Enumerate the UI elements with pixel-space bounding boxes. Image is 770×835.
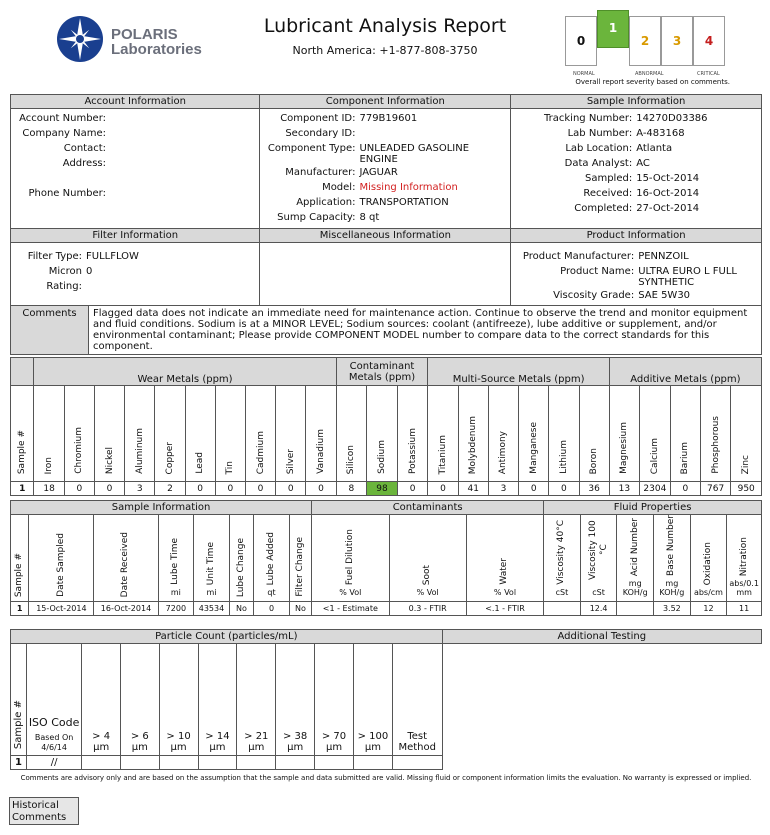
metals-table	[10, 357, 762, 496]
particle-col-70	[315, 644, 354, 756]
metals-col-silicon	[336, 386, 367, 482]
sample-col-oxidation	[690, 515, 727, 602]
micron-rating-row	[14, 264, 256, 294]
sample-value-base-number: 3.52	[654, 602, 691, 616]
product-manufacturer-row	[514, 245, 758, 264]
contaminant-metals-header: Contaminant Metals (ppm)	[336, 358, 428, 386]
particle-row-6	[120, 756, 159, 770]
severity-0-label: 0	[576, 34, 586, 48]
severity-3	[661, 16, 693, 66]
metals-col-label: Vanadium	[315, 429, 326, 474]
component-id-row	[263, 111, 507, 126]
metals-col-barium	[670, 386, 700, 482]
metals-value-silver: 0	[276, 482, 306, 496]
metals-col-label: Tin	[225, 460, 236, 474]
particle-col-100-label: > 100 µm	[357, 731, 389, 753]
metals-col-label: Magnesium	[619, 422, 630, 474]
phone-number: North America: +1-877-808-3750	[292, 44, 478, 57]
particle-row-method	[392, 756, 442, 770]
metals-col-label: Manganese	[528, 422, 539, 474]
severity-scale	[565, 16, 725, 77]
metals-col-silver	[276, 386, 306, 482]
sample-col-label: Date Received	[120, 531, 131, 597]
sample-col-unit: cSt	[592, 588, 605, 597]
application-label: Application:	[296, 197, 356, 208]
sample-col-date-received	[94, 515, 158, 602]
misc-info	[260, 243, 511, 306]
sample-col-label: Unit Time	[205, 541, 216, 585]
additional-testing-header: Additional Testing	[442, 630, 761, 644]
sample-col-unit: % Vol	[493, 588, 517, 597]
particle-test-method-label: Test Method	[398, 731, 436, 753]
filter-type-row	[14, 245, 256, 264]
sample-col-unit-time	[194, 515, 230, 602]
sample-header: Sample Information	[511, 95, 762, 109]
metals-col-copper	[155, 386, 185, 482]
sample-col-soot	[389, 515, 466, 602]
brand-line-1: POLARIS	[111, 26, 178, 43]
metals-col-cadmium	[245, 386, 275, 482]
particle-col-21-label: > 21 µm	[244, 731, 269, 753]
manufacturer-row	[263, 165, 507, 180]
sample-col-acid-number	[617, 515, 654, 602]
viscosity-grade-value: SAE 5W30	[638, 290, 691, 301]
product-manufacturer-label: Product Manufacturer:	[522, 251, 635, 262]
received-row	[514, 186, 758, 201]
company-name-row	[14, 126, 256, 141]
completed-value: 27-Oct-2014	[636, 203, 700, 214]
sample-value-date-received: 16-Oct-2014	[94, 602, 158, 616]
particle-sample-col	[11, 644, 27, 756]
data-analyst-row	[514, 156, 758, 171]
sample-value-date-sampled: 15-Oct-2014	[29, 602, 94, 616]
metals-col-label: Boron	[589, 447, 600, 474]
sampled-label: Sampled:	[584, 173, 633, 184]
metals-col-molybdenum	[458, 386, 488, 482]
metals-value-titanium: 0	[428, 482, 458, 496]
sample-value-fuel-dilution: <1 - Estimate	[312, 602, 389, 616]
metals-value-lead: 0	[185, 482, 215, 496]
metals-col-label: Copper	[164, 441, 175, 474]
sample-value-viscosity-40-c	[544, 602, 581, 616]
additive-metals-header: Additive Metals (ppm)	[609, 358, 761, 386]
sample-value-soot: 0.3 - FTIR	[389, 602, 466, 616]
additional-testing-area	[442, 644, 761, 770]
metals-value-sample-: 1	[11, 482, 34, 496]
particle-row-iso: //	[26, 756, 81, 770]
metals-col-label: Silicon	[346, 444, 357, 474]
component-header: Component Information	[260, 95, 511, 109]
severity-2-label: 2	[640, 34, 650, 48]
misc-header: Miscellaneous Information	[260, 229, 511, 243]
iso-code-label: ISO Code	[28, 716, 80, 729]
severity-critical-label: CRITICAL	[697, 71, 720, 77]
metals-col-sodium	[367, 386, 398, 482]
particle-row-70	[315, 756, 354, 770]
metals-value-magnesium: 13	[609, 482, 639, 496]
metals-col-label: Molybdenum	[468, 415, 479, 474]
severity-4-label: 4	[704, 34, 714, 48]
multi-source-metals-header: Multi-Source Metals (ppm)	[428, 358, 609, 386]
component-type-value: UNLEADED GASOLINE ENGINE	[359, 143, 470, 165]
metals-col-label: Sodium	[376, 440, 387, 474]
metals-col-label: Silver	[285, 448, 296, 474]
metals-value-chromium: 0	[64, 482, 94, 496]
metals-value-silicon: 8	[336, 482, 367, 496]
metals-col-titanium	[428, 386, 458, 482]
wear-metals-header: Wear Metals (ppm)	[34, 358, 336, 386]
sample-col-unit: qt	[267, 588, 276, 597]
account-info	[11, 109, 260, 229]
product-header: Product Information	[511, 229, 762, 243]
brand-name	[111, 27, 202, 57]
metals-value-molybdenum: 41	[458, 482, 488, 496]
metals-col-calcium	[640, 386, 671, 482]
viscosity-grade-label: Viscosity Grade:	[553, 290, 635, 301]
metals-col-potassium	[397, 386, 428, 482]
metals-col-label: Calcium	[649, 437, 660, 474]
address-label: Address:	[62, 158, 106, 169]
metals-col-sample-	[11, 386, 34, 482]
secondary-id-row	[263, 126, 507, 141]
completed-label: Completed:	[574, 203, 633, 214]
report-title: Lubricant Analysis Report	[263, 15, 507, 37]
sample-columns-row	[11, 515, 762, 602]
metals-value-aluminum: 3	[125, 482, 155, 496]
sample-col-unit: mi	[170, 588, 181, 597]
particle-col-100	[353, 644, 392, 756]
received-label: Received:	[583, 188, 633, 199]
metals-col-boron	[579, 386, 609, 482]
sample-col-label: Lube Added	[265, 531, 276, 585]
metals-col-zinc	[731, 386, 762, 482]
particle-col-6	[120, 644, 159, 756]
comments-text: Flagged data does not indicate an immediate need for maintenance action. Continue to observe the trend and monitor equipment and fluid conditions. Sodium is at a MINOR LEVEL; Sodium sources: coolant (antifreeze), lube additive or supplement, and/or environmental contaminant; Please provide COMPONENT MODEL number to compare data to the correct standards for this component.	[93, 308, 748, 352]
sampled-row	[514, 171, 758, 186]
lab-number-value: A-483168	[636, 128, 685, 139]
metals-col-label: Potassium	[407, 427, 418, 474]
metals-col-nickel	[94, 386, 124, 482]
historical-comments-button[interactable]: Historical Comments	[9, 797, 79, 825]
severity-2	[629, 16, 661, 66]
metals-col-label: Antimony	[498, 430, 509, 474]
sample-col-label: Viscosity 40°C	[556, 520, 567, 585]
sample-col-label: Viscosity 100 °C	[587, 520, 609, 580]
particle-sample-label: Sample #	[12, 699, 24, 749]
sample-info-group-header: Sample Information	[11, 501, 312, 515]
particle-col-4	[82, 644, 121, 756]
micron-rating-value: 0	[86, 266, 93, 277]
lab-number-row	[514, 126, 758, 141]
product-name-value: ULTRA EURO L FULL SYNTHETIC	[638, 266, 737, 288]
sample-value-filter-change: No	[289, 602, 311, 616]
metals-col-phosphorous	[700, 386, 730, 482]
comments-row	[11, 306, 762, 355]
metals-col-magnesium	[609, 386, 639, 482]
metals-col-vanadium	[306, 386, 336, 482]
metals-col-iron	[34, 386, 64, 482]
model-label: Model:	[322, 182, 356, 193]
metals-value-antimony: 3	[488, 482, 518, 496]
severity-4	[693, 16, 725, 66]
metals-value-nickel: 0	[94, 482, 124, 496]
particle-col-10-label: > 10 µm	[166, 731, 191, 753]
phone-label: Phone Number:	[28, 188, 106, 199]
sample-col-label: Oxidation	[702, 541, 713, 585]
metals-value-tin: 0	[215, 482, 245, 496]
data-analyst-label: Data Analyst:	[564, 158, 633, 169]
sample-col-label: Lube Change	[235, 537, 246, 597]
component-type-label: Component Type:	[267, 143, 356, 154]
particle-row-4	[82, 756, 121, 770]
tracking-number-label: Tracking Number:	[544, 113, 633, 124]
fluid-properties-group-header: Fluid Properties	[544, 501, 762, 515]
metals-value-sodium: 98	[367, 482, 398, 496]
sample-value-oxidation: 12	[690, 602, 727, 616]
company-name-label: Company Name:	[22, 128, 106, 139]
sample-col-label: Acid Number	[629, 517, 640, 576]
account-header: Account Information	[11, 95, 260, 109]
metals-value-copper: 2	[155, 482, 185, 496]
sample-col-label: Base Number	[666, 515, 677, 576]
sample-col-sample-	[11, 515, 29, 602]
particle-col-21	[237, 644, 276, 756]
metals-col-label: Barium	[680, 441, 691, 474]
sample-value-viscosity-100-c: 12.4	[580, 602, 617, 616]
component-info	[260, 109, 511, 229]
metals-value-zinc: 950	[731, 482, 762, 496]
sample-col-water	[466, 515, 543, 602]
sample-col-filter-change	[289, 515, 311, 602]
account-number-label: Account Number:	[19, 113, 106, 124]
sample-col-unit: cSt	[555, 588, 569, 597]
sample-col-label: Date Sampled	[55, 533, 66, 597]
lab-location-value: Atlanta	[636, 143, 673, 154]
sample-col-unit: mg KOH/g	[622, 579, 648, 597]
metals-value-potassium: 0	[397, 482, 428, 496]
sample-value-unit-time: 43534	[194, 602, 230, 616]
sample-value-lube-added: 0	[254, 602, 290, 616]
sample-col-unit: abs/cm	[693, 588, 723, 597]
sample-col-nitration	[727, 515, 762, 602]
lab-location-row	[514, 141, 758, 156]
sample-col-unit: mg KOH/g	[659, 579, 685, 597]
disclaimer: Comments are advisory only and are based on the assumption that the sample and data submitted are valid. Missing fluid or component information limits the evaluation. No warranty is expressed or implied.	[20, 774, 752, 782]
metals-value-phosphorous: 767	[700, 482, 730, 496]
application-row	[263, 195, 507, 210]
metals-col-label: Phosphorous	[710, 416, 721, 474]
metals-data-row	[11, 482, 762, 496]
lab-number-label: Lab Number:	[567, 128, 633, 139]
product-name-label: Product Name:	[560, 266, 635, 277]
metals-col-label: Lead	[195, 452, 206, 474]
sample-col-unit: mi	[206, 588, 217, 597]
severity-note: Overall report severity based on comments.	[575, 78, 730, 86]
info-table	[10, 94, 762, 355]
sample-col-fuel-dilution	[312, 515, 389, 602]
sample-col-label: Water	[499, 558, 510, 585]
sample-value-water: <.1 - FTIR	[466, 602, 543, 616]
address-row	[14, 156, 256, 171]
contaminants-group-header: Contaminants	[312, 501, 544, 515]
sample-col-label: Filter Change	[294, 537, 305, 597]
particle-col-14	[198, 644, 237, 756]
sample-col-viscosity-40-c	[544, 515, 581, 602]
particle-row-38	[276, 756, 315, 770]
metals-value-iron: 18	[34, 482, 64, 496]
metals-col-aluminum	[125, 386, 155, 482]
metals-value-lithium: 0	[549, 482, 579, 496]
metals-value-barium: 0	[670, 482, 700, 496]
particle-row-100	[353, 756, 392, 770]
sample-col-unit: abs/0.1 mm	[729, 579, 759, 597]
metals-col-antimony	[488, 386, 518, 482]
metals-col-manganese	[519, 386, 549, 482]
micron-rating-label: Micron Rating:	[46, 266, 82, 292]
component-type-row	[263, 141, 507, 165]
sample-col-unit: % Vol	[416, 588, 439, 597]
sample-col-date-sampled	[29, 515, 94, 602]
metals-col-label: Chromium	[74, 427, 85, 474]
sample-value-lube-time: 7200	[158, 602, 194, 616]
metals-col-label: Titanium	[438, 434, 449, 474]
filter-header: Filter Information	[11, 229, 260, 243]
sample-info	[511, 109, 762, 229]
model-value: Missing Information	[359, 182, 458, 193]
particle-test-method	[392, 644, 442, 756]
severity-1-label: 1	[608, 21, 618, 35]
metals-sample-group	[11, 358, 34, 386]
lab-location-label: Lab Location:	[565, 143, 633, 154]
secondary-id-value	[359, 126, 507, 141]
metals-columns-row	[11, 386, 762, 482]
sample-col-base-number	[654, 515, 691, 602]
iso-code-col	[26, 644, 81, 756]
application-value: TRANSPORTATION	[359, 197, 449, 208]
received-value: 16-Oct-2014	[636, 188, 700, 199]
metals-col-label: Aluminum	[134, 428, 145, 474]
product-manufacturer-value: PENNZOIL	[638, 251, 689, 262]
sample-value-lube-change: No	[229, 602, 253, 616]
manufacturer-label: Manufacturer:	[285, 167, 356, 178]
particle-row-21	[237, 756, 276, 770]
sample-col-unit: % Vol	[339, 588, 362, 597]
particle-count-table	[10, 629, 762, 770]
sump-capacity-label: Sump Capacity:	[277, 212, 356, 223]
contact-label: Contact:	[63, 143, 106, 154]
metals-col-chromium	[64, 386, 94, 482]
phone-row	[14, 186, 256, 201]
secondary-id-label: Secondary ID:	[285, 128, 356, 139]
metals-col-label: Iron	[44, 456, 55, 474]
sample-col-label: Sample #	[14, 552, 25, 597]
severity-normal-label: NORMAL	[573, 71, 595, 77]
particle-col-70-label: > 70 µm	[321, 731, 347, 753]
metals-col-tin	[215, 386, 245, 482]
viscosity-grade-row	[514, 288, 758, 303]
product-name-row	[514, 264, 758, 288]
metals-col-label: Nickel	[104, 446, 115, 474]
tracking-number-value: 14270D03386	[636, 113, 708, 124]
particle-col-38-label: > 38 µm	[283, 731, 308, 753]
sample-value-nitration: 11	[727, 602, 762, 616]
sample-col-label: Soot	[422, 564, 433, 585]
model-row	[263, 180, 507, 195]
sample-col-viscosity-100-c	[580, 515, 617, 602]
particle-row-sample: 1	[11, 756, 27, 770]
completed-row	[514, 201, 758, 216]
brand-line-2: Laboratories	[111, 41, 202, 58]
sampled-value: 15-Oct-2014	[636, 173, 700, 184]
manufacturer-value: JAGUAR	[359, 167, 398, 178]
comments-wrap	[11, 306, 761, 354]
filter-type-label: Filter Type:	[27, 251, 82, 262]
component-id-value: 779B19601	[359, 113, 418, 124]
metals-value-manganese: 0	[519, 482, 549, 496]
sample-col-lube-change	[229, 515, 253, 602]
sample-col-lube-added	[254, 515, 290, 602]
data-analyst-value: AC	[636, 158, 650, 169]
filter-type-value: FULLFLOW	[86, 251, 139, 262]
metals-col-label: Lithium	[558, 440, 569, 474]
sample-data-row	[11, 602, 762, 616]
iso-based-on: Based On 4/6/14	[34, 733, 74, 752]
severity-1-selected	[597, 10, 629, 48]
metals-col-label: Sample #	[17, 429, 28, 474]
account-number-row	[14, 111, 256, 126]
comments-label: Comments	[11, 306, 89, 354]
product-info	[511, 243, 762, 306]
filter-info	[11, 243, 260, 306]
contact-row	[14, 141, 256, 156]
tracking-number-row	[514, 111, 758, 126]
severity-0	[565, 16, 597, 66]
polaris-logo-icon	[56, 15, 104, 63]
particle-row-14	[198, 756, 237, 770]
sample-value-acid-number	[617, 602, 654, 616]
metals-value-boron: 36	[579, 482, 609, 496]
metals-value-calcium: 2304	[640, 482, 671, 496]
metals-col-lithium	[549, 386, 579, 482]
sample-data-table	[10, 500, 762, 616]
particle-count-header: Particle Count (particles/mL)	[11, 630, 443, 644]
sump-capacity-row	[263, 210, 507, 225]
particle-col-6-label: > 6 µm	[130, 731, 149, 753]
metals-col-label: Cadmium	[255, 430, 266, 474]
component-id-label: Component ID:	[280, 113, 356, 124]
particle-row-10	[159, 756, 198, 770]
metals-value-cadmium: 0	[245, 482, 275, 496]
sample-col-label: Fuel Dilution	[344, 528, 355, 585]
sample-value-sample-: 1	[11, 602, 29, 616]
metals-col-label: Zinc	[741, 454, 752, 474]
particle-col-14-label: > 14 µm	[205, 731, 230, 753]
severity-abnormal-label: ABNORMAL	[635, 71, 664, 77]
sump-capacity-value: 8 qt	[359, 212, 380, 223]
particle-col-10	[159, 644, 198, 756]
particle-col-4-label: > 4 µm	[92, 731, 111, 753]
severity-3-label: 3	[672, 34, 682, 48]
metals-col-lead	[185, 386, 215, 482]
particle-col-38	[276, 644, 315, 756]
sample-col-label: Lube Time	[170, 538, 181, 585]
metals-value-vanadium: 0	[306, 482, 336, 496]
sample-col-lube-time	[158, 515, 194, 602]
sample-col-label: Nitration	[738, 536, 749, 576]
